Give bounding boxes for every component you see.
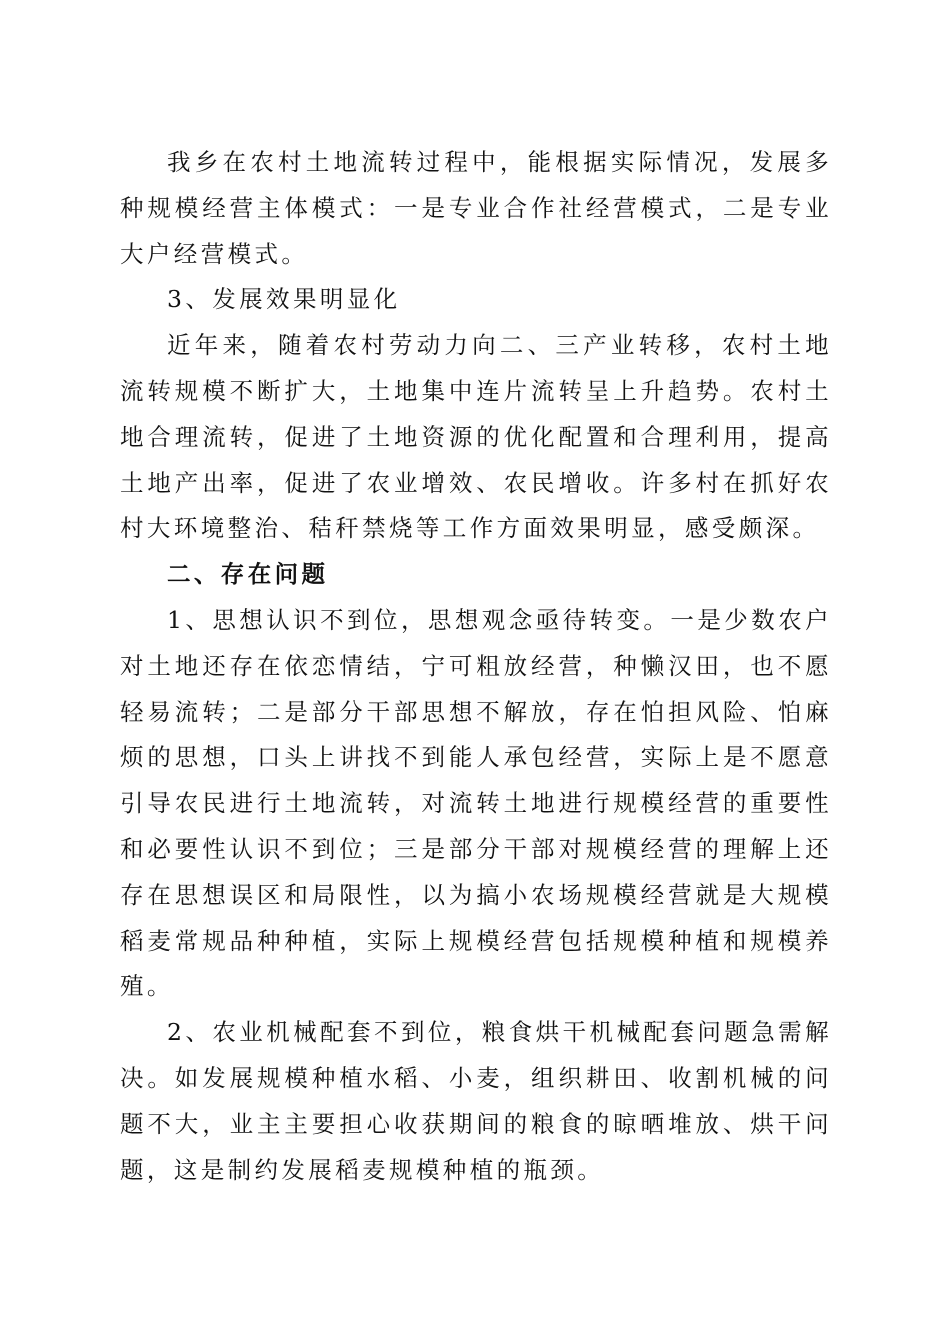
document-page [120, 140, 832, 1193]
paragraph-agricultural-machinery: 2、农业机械配套不到位，粮食烘干机械配套问题急需解决。如发展规模种植水稻、小麦，组织耕田、收割机械的问题不大，业主主要担心收获期间的粮食的晾晒堆放、烘干问题，这是制约发展稻麦规模种植的瓶颈。 [120, 1018, 832, 1184]
paragraph-recent-years: 近年来，随着农村劳动力向二、三产业转移，农村土地流转规模不断扩大，土地集中连片流转呈上升趋势。农村土地合理流转，促进了土地资源的优化配置和合理利用，提高土地产出率，促进了农业增效、农民增收。许多村在抓好农村大环境整治、秸秆禁烧等工作方面效果明显，感受颇深。 [120, 331, 832, 543]
subheading-development-effect: 3、发展效果明显化 [167, 285, 401, 314]
paragraph-business-models: 我乡在农村土地流转过程中，能根据实际情况，发展多种规模经营主体模式：一是专业合作社经营模式，二是专业大户经营模式。 [120, 148, 832, 268]
section-heading-problems: 二、存在问题 [167, 560, 329, 589]
paragraph-ideological-awareness: 1、思想认识不到位，思想观念亟待转变。一是少数农户对土地还存在依恋情结，宁可粗放经营，种懒汉田，也不愿轻易流转；二是部分干部思想不解放，存在怕担风险、怕麻烦的思想，口头上讲找不到能人承包经营，实际上是不愿意引导农民进行土地流转，对流转土地进行规模经营的重要性和必要性认识不到位；三是部分干部对规模经营的理解上还存在思想误区和局限性，以为搞小农场规模经营就是大规模稻麦常规品种种植，实际上规模经营包括规模种植和规模养殖。 [120, 605, 832, 1001]
